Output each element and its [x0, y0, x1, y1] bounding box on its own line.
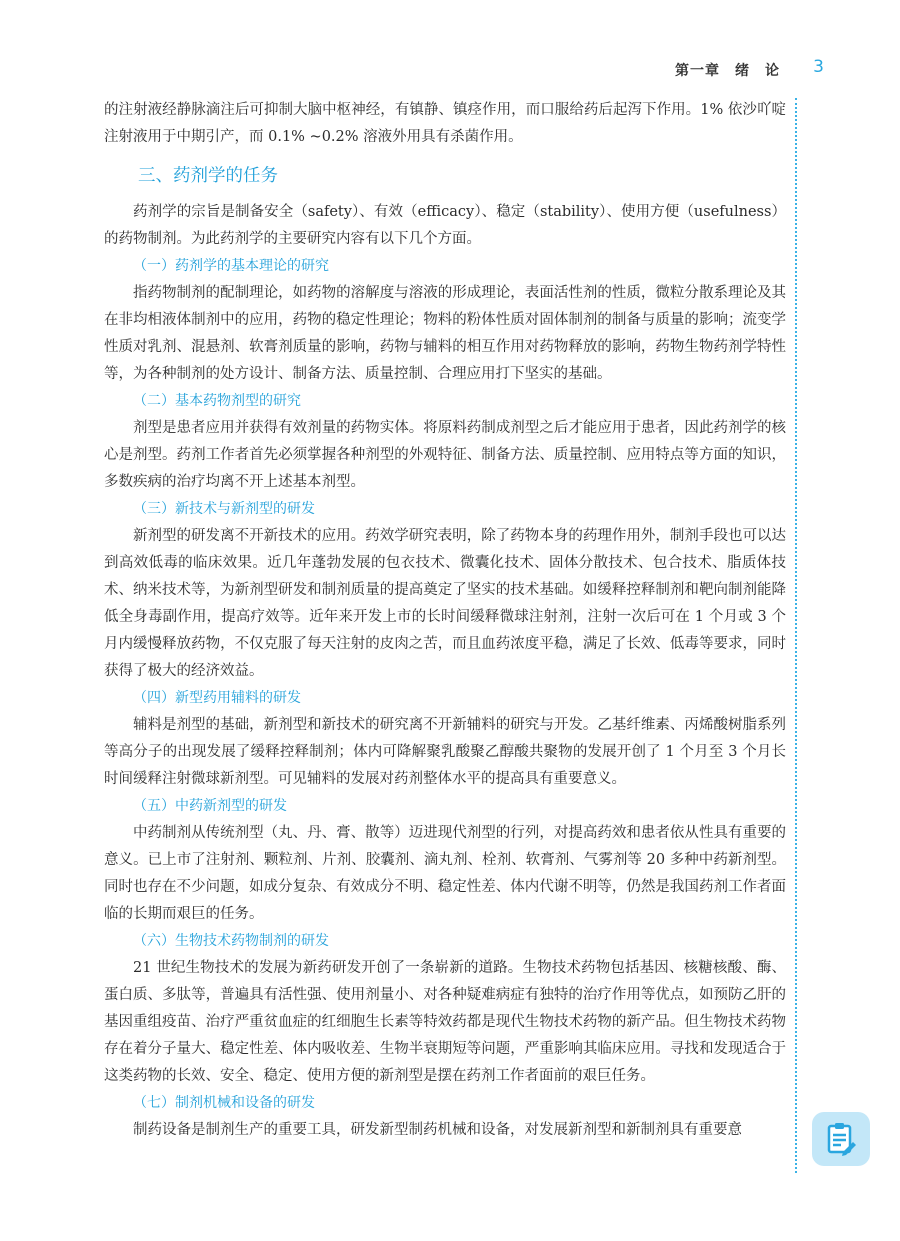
margin-dotted-rule: [795, 98, 797, 1173]
notes-badge[interactable]: [812, 1112, 870, 1166]
chapter-title: 第一章 绪 论: [675, 63, 780, 79]
subsection-heading: （五）中药新剂型的研发: [133, 798, 287, 814]
paragraph: 21 世纪生物技术的发展为新药研发开创了一条崭新的道路。生物技术药物包括基因、核糖核酸、酶、蛋白质、多肽等，普遍具有活性强、使用剂量小、对各种疑难病症有独特的治疗作用等优点，如预防乙肝的基因重组疫苗、治疗严重贫血症的红细胞生长素等特效药都是现代生物技术药物的新产品。但生物技术药物存在着分子量大、稳定性差、体内吸收差、生物半衰期短等问题，严重影响其临床应用。寻找和发现适合于这类药物的长效、安全、稳定、使用方便的新剂型是摆在药剂工作者面前的艰巨任务。: [104, 960, 786, 1084]
page-body: [104, 97, 786, 1144]
subsection-heading: （二）基本药物剂型的研究: [133, 393, 301, 409]
subsection-heading: （一）药剂学的基本理论的研究: [133, 258, 329, 274]
page-number: 3: [813, 57, 824, 77]
subsection-heading: （三）新技术与新剂型的研发: [133, 501, 315, 517]
paragraph: 指药物制剂的配制理论，如药物的溶解度与溶液的形成理论，表面活性剂的性质，微粒分散系理论及其在非均相液体制剂中的应用，药物的稳定性理论；物料的粉体性质对固体制剂的制备与质量的影响；流变学性质对乳剂、混悬剂、软膏剂质量的影响，药物与辅料的相互作用对药物释放的影响，药物生物药剂学特性等，为各种制剂的处方设计、制备方法、质量控制、合理应用打下坚实的基础。: [104, 285, 786, 382]
paragraph: 药剂学的宗旨是制备安全（safety）、有效（efficacy）、稳定（stability）、使用方便（usefulness）的药物制剂。为此药剂学的主要研究内容有以下几个方面。: [104, 204, 786, 247]
notes-icon: [824, 1121, 858, 1157]
paragraph: 中药制剂从传统剂型（丸、丹、膏、散等）迈进现代剂型的行列，对提高药效和患者依从性具有重要的意义。已上市了注射剂、颗粒剂、片剂、胶囊剂、滴丸剂、栓剂、软膏剂、气雾剂等 20 多种中药新剂型。同时也存在不少问题，如成分复杂、有效成分不明、稳定性差、体内代谢不明等，仍然是我国药剂工作者面临的长期而艰巨的任务。: [104, 825, 786, 922]
paragraph: 辅料是剂型的基础，新剂型和新技术的研究离不开新辅料的研究与开发。乙基纤维素、丙烯酸树脂系列等高分子的出现发展了缓释控释制剂；体内可降解聚乳酸聚乙醇酸共聚物的发展开创了 1 个月至 3 个月长时间缓释注射微球新剂型。可见辅料的发展对药剂整体水平的提高具有重要意义。: [104, 717, 786, 787]
paragraph: 制药设备是制剂生产的重要工具，研发新型制药机械和设备，对发展新剂型和新制剂具有重要意: [133, 1122, 742, 1138]
paragraph: 新剂型的研发离不开新技术的应用。药效学研究表明，除了药物本身的药理作用外，制剂手段也可以达到高效低毒的临床效果。近几年蓬勃发展的包衣技术、微囊化技术、固体分散技术、包合技术、脂质体技术、纳米技术等，为新剂型研发和制剂质量的提高奠定了坚实的技术基础。如缓释控释制剂和靶向制剂能降低全身毒副作用，提高疗效等。近年来开发上市的长时间缓释微球注射剂，注射一次后可在 1 个月或 3 个月内缓慢释放药物，不仅克服了每天注射的皮肉之苦，而且血药浓度平稳，满足了长效、低毒等要求，同时获得了极大的经济效益。: [104, 528, 786, 679]
paragraph: 的注射液经静脉滴注后可抑制大脑中枢神经，有镇静、镇痉作用，而口服给药后起泻下作用。1% 依沙吖啶注射液用于中期引产，而 0.1% ~0.2% 溶液外用具有杀菌作用。: [104, 102, 786, 145]
paragraph: 剂型是患者应用并获得有效剂量的药物实体。将原料药制成剂型之后才能应用于患者，因此药剂学的核心是剂型。药剂工作者首先必须掌握各种剂型的外观特征、制备方法、质量控制、应用特点等方面的知识，多数疾病的治疗均离不开上述基本剂型。: [104, 420, 786, 490]
running-header: [0, 57, 900, 84]
subsection-heading: （六）生物技术药物制剂的研发: [133, 933, 329, 949]
subsection-heading: （四）新型药用辅料的研发: [133, 690, 301, 706]
subsection-heading: （七）制剂机械和设备的研发: [133, 1095, 315, 1111]
section-heading: 三、药剂学的任务: [138, 166, 278, 186]
